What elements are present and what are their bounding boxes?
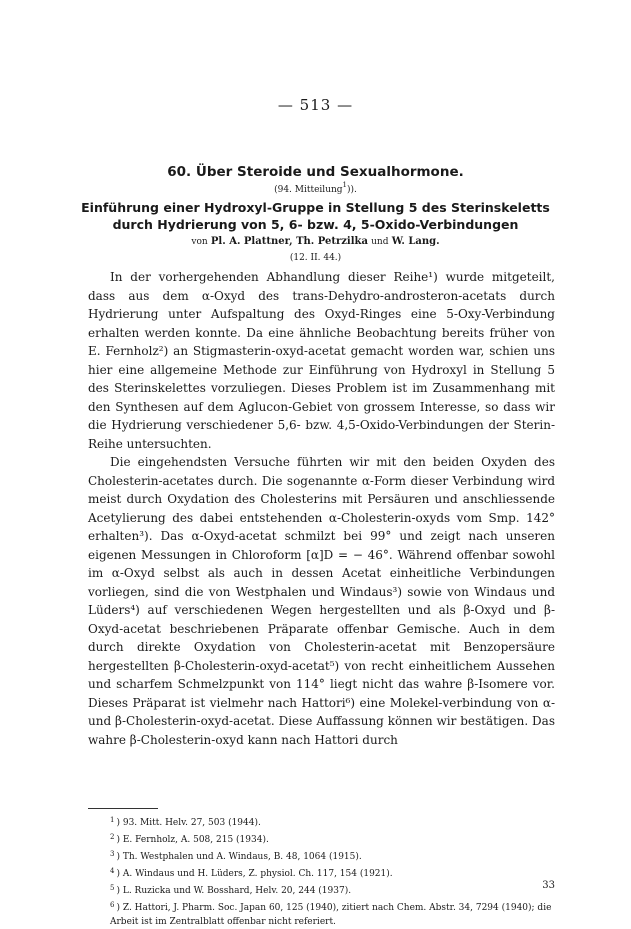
article-title: 60. Über Steroide und Sexualhormone. <box>167 164 464 180</box>
article-subtitle <box>0 199 631 233</box>
footnote-4: $^4$ ) A. Windaus und H. Lüders, Z. physiol. Ch. 117, 154 (1921). <box>110 867 393 879</box>
footnote-ref: 1 <box>342 181 348 189</box>
authors-von: von <box>191 237 208 247</box>
footnote-text: Th. Westphalen und A. Windaus, B. 48, 1064 (1915). <box>122 852 362 862</box>
footnote-3: $^3$ ) Th. Westphalen und A. Windaus, B. 48, 1064 (1915). <box>110 850 362 862</box>
footnote-mark: 4 <box>110 867 115 875</box>
page-number: — 513 — <box>277 96 354 114</box>
series-note-end: )). <box>347 185 357 195</box>
received-date: (12. II. 44.) <box>289 253 342 263</box>
series-note <box>0 183 631 197</box>
footnotes <box>88 813 555 929</box>
body-text <box>88 268 555 749</box>
subtitle-line-2: durch Hydrierung von 5, 6- bzw. 4, 5-Oxido-Verbindungen <box>112 217 519 232</box>
paragraph-2: Die eingehendsten Versuche führten wir mit den beiden Oxyden des Cholesterin-acetates durch. Die sogenannte α-Form dieser Verbindung wird meist durch Oxydation des Cholesterins mit Persäuren und anschliessende Acetylierung des dabei entstehenden α-Cholesterin-oxyds vom Smp. 142° erhalten³). Das α-Oxyd-acetat schmilzt bei 99° und zeigt nach unseren eigenen Messungen in Chloroform [α]D = − 46°. Während offenbar sowohl im α-Oxyd selbst als auch in dessen Acetat einheitliche Verbindungen vorliegen, sind die von Westphalen und Windaus³) sowie von Windaus und Lüders⁴) auf verschiedenen Wegen hergestellten und als β-Oxyd und β-Oxyd-acetat beschriebenen Präparate offenbar Gemische. Auch in dem durch direkte Oxydation von Cholesterin-acetat mit Benzopersäure hergestellten β-Cholesterin-oxyd-acetat⁵) von recht einheitlichem Aussehen und scharfem Schmelzpunkt von 114° liegt nicht das wahre β-Isomere vor. Dieses Präparat ist vielmehr nach Hattori⁶) eine Molekel-verbindung von α- und β-Cholesterin-oxyd-acetat. Diese Auffassung können wir bestätigen. Das wahre β-Cholesterin-oxyd kann nach Hattori durch <box>88 455 555 747</box>
footnote-mark: 1 <box>110 816 115 824</box>
subtitle-line-1: Einführung einer Hydroxyl-Gruppe in Stellung 5 des Sterinskeletts <box>81 200 550 215</box>
footnote-mark: 6 <box>110 901 115 909</box>
article-header <box>0 163 631 266</box>
footnote-6: $^6$ ) Z. Hattori, J. Pharm. Soc. Japan 60, 125 (1940), zitiert nach Chem. Abstr. 34, 7294 (1940); die Arbeit ist im Zentralblatt offenbar nicht referiert. <box>110 901 552 927</box>
paragraph-1: In der vorhergehenden Abhandlung dieser Reihe¹) wurde mitgeteilt, dass aus dem α-Oxyd des trans-Dehydro-androsteron-acetats durch Hydrierung unter Aufspaltung des Oxyd-Ringes eine 5-Oxy-Verbindung erhalten werden konnte. Da eine ähnliche Beobachtung bereits früher von E. Fernholz²) an Stigmasterin-oxyd-acetat gemacht worden war, schien uns hier eine allgemeine Methode zur Einführung von Hydroxyl in Stellung 5 des Sterinskelettes vorzuliegen. Dieses Problem ist im Zusammenhang mit den Synthesen auf dem Aglucon-Gebiet von grossem Interesse, so dass wir die Hydrierung verschiedener 5,6- bzw. 4,5-Oxido-Verbindungen der Sterin-Reihe untersuchten. <box>88 270 555 451</box>
footnote-text: A. Windaus und H. Lüders, Z. physiol. Ch. 117, 154 (1921). <box>122 869 393 879</box>
footnote-rule <box>88 808 158 809</box>
footnote-mark: 2 <box>110 833 115 841</box>
footnote-5: $^5$ ) L. Ruzicka und W. Bosshard, Helv. 20, 244 (1937). <box>110 884 352 896</box>
footnote-2: $^2$ ) E. Fernholz, A. 508, 215 (1934). <box>110 833 269 845</box>
footnote-text: L. Ruzicka und W. Bosshard, Helv. 20, 244 (1937). <box>122 886 352 896</box>
authors-names: Pl. A. Plattner, Th. Petrzilka <box>210 236 368 247</box>
authors-last: W. Lang. <box>391 236 440 247</box>
series-note-text: (94. Mitteilung <box>274 185 343 195</box>
footnote-text: Z. Hattori, J. Pharm. Soc. Japan 60, 125 (1940), zitiert nach Chem. Abstr. 34, 7294 (1940); die Arbeit ist im Zentralblatt offenbar nicht referiert. <box>110 903 552 927</box>
authors-line <box>0 234 631 250</box>
footnote-1: $^1$ ) 93. Mitt. Helv. 27, 503 (1944). <box>110 816 261 828</box>
footnote-mark: 5 <box>110 884 115 892</box>
footnote-text: E. Fernholz, A. 508, 215 (1934). <box>122 835 269 845</box>
authors-und: und <box>371 237 389 247</box>
folio-number: 33 <box>542 880 555 891</box>
footnote-text: 93. Mitt. Helv. 27, 503 (1944). <box>122 818 261 828</box>
footnote-mark: 3 <box>110 850 115 858</box>
